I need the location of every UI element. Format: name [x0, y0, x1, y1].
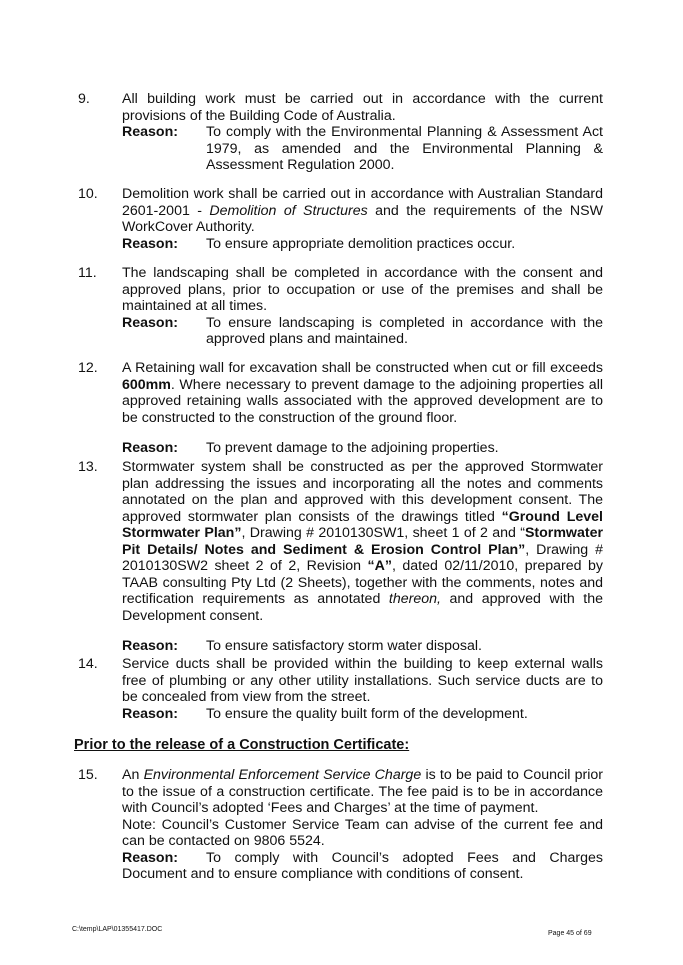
condition-text: An Environmental Enforcement Service Charge is to be paid to Council prior to the issue of a construction certificate. The fee paid is to be in accordance with Council’s adopted ‘Fees and Charges’ at the time of payment. — [122, 767, 603, 816]
condition-11 — [78, 265, 603, 348]
condition-12 — [78, 360, 603, 457]
condition-text: Service ducts shall be provided within the building to keep external walls free of plumbing or any other utility installations. Such service ducts are to be concealed from view from the street. — [122, 656, 603, 705]
reason-paragraph — [122, 850, 603, 883]
reason-text: To comply with the Environmental Planning & Assessment Act 1979, as amended and the Environmental Planning & Assessment Regulation 2000. — [206, 124, 603, 173]
footer-file-path: C:\temp\LAP\01355417.DOC — [72, 926, 163, 933]
reason-label: Reason: — [122, 124, 178, 140]
reason-text: To ensure the quality built form of the development. — [206, 705, 528, 722]
condition-15 — [78, 767, 603, 883]
condition-number: 14. — [78, 656, 98, 672]
reason-text: To ensure satisfactory storm water disposal. — [206, 638, 482, 654]
reason-label: Reason: — [122, 440, 178, 456]
reason-label: Reason: — [122, 235, 178, 252]
reason-label: Reason: — [122, 705, 178, 722]
section-heading: Prior to the release of a Construction Certificate: — [74, 737, 410, 753]
condition-13 — [78, 459, 603, 655]
condition-number: 9. — [78, 91, 90, 107]
condition-number: 15. — [78, 767, 98, 783]
condition-text: Demolition work shall be carried out in accordance with Australian Standard 2601-2001 - Demolition of Structures and the requirements of the NSW WorkCover Authority. — [122, 186, 603, 235]
reason-text: To ensure appropriate demolition practices occur. — [206, 235, 516, 252]
condition-number: 11. — [78, 265, 97, 281]
reason-text: To ensure landscaping is completed in accordance with the approved plans and maintained. — [206, 314, 603, 347]
condition-text: A Retaining wall for excavation shall be constructed when cut or fill exceeds 600mm. Where necessary to prevent damage to the adjoining properties all approved retaining walls associated with the approved development are to be constructed to the construction of the ground floor. — [122, 360, 603, 426]
condition-9 — [78, 91, 603, 174]
reason-text: To comply with Council’s adopted Fees and Charges Document and to ensure compliance with conditions of consent. — [122, 849, 603, 882]
condition-14 — [78, 656, 603, 722]
condition-text: All building work must be carried out in accordance with the current provisions of the Building Code of Australia. — [122, 91, 603, 124]
reason-label: Reason: — [122, 314, 178, 331]
condition-note: Note: Council’s Customer Service Team can advise of the current fee and can be contacted on 9806 5524. — [122, 816, 603, 849]
reason-label: Reason: — [122, 638, 178, 654]
condition-number: 12. — [78, 360, 98, 376]
condition-text: Stormwater system shall be constructed as per the approved Stormwater plan addressing the issues and incorporating all the notes and comments annotated on the plan and approved with this development consent. The approved stormwater plan consists of the drawings titled “Ground Level Stormwater Plan”, Drawing # 2010130SW1, sheet 1 of 2 and “Stormwater Pit Details/ Notes and Sediment & Erosion Control Plan”, Drawing # 2010130SW2 sheet 2 of 2, Revision “A”, dated 02/11/2010, prepared by TAAB consulting Pty Ltd (2 Sheets), together with the comments, notes and rectification requirements as annotated thereon, and approved with the Development consent. — [122, 459, 603, 624]
condition-text: The landscaping shall be completed in accordance with the consent and approved plans, prior to occupation or use of the premises and shall be maintained at all times. — [122, 265, 603, 314]
reason-text: To prevent damage to the adjoining properties. — [206, 440, 499, 456]
footer-page-number: Page 45 of 69 — [548, 930, 592, 937]
reason-label: Reason: — [122, 849, 178, 866]
condition-number: 10. — [78, 186, 98, 202]
condition-10 — [78, 186, 603, 252]
condition-number: 13. — [78, 459, 98, 475]
